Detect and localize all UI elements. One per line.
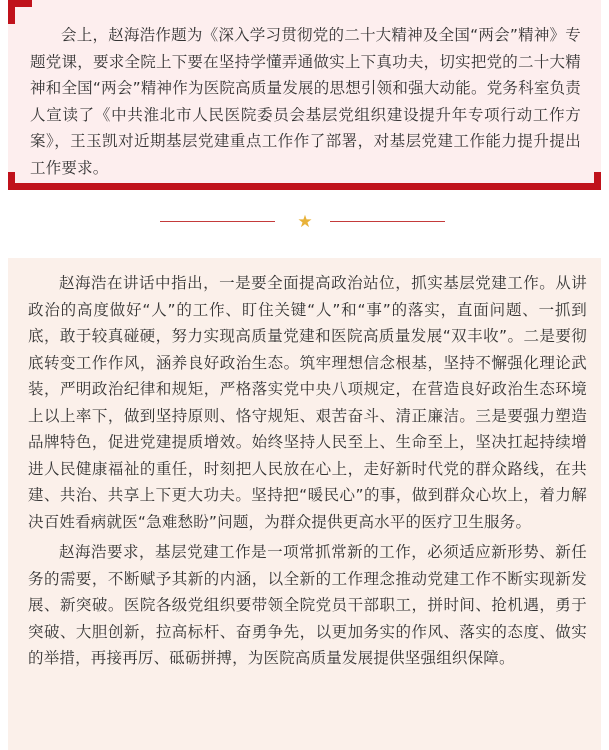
speech-paragraph-2: 赵海浩要求，基层党建工作是一项常抓常新的工作，必须适应新形势、新任务的需要，不断赋予其新的内涵，以全新的工作理念推动党建工作不断实现新发展、新突破。医院各级党组织要带领全院党员干部职工，拼时间、抢机遇，勇于突破、大胆创新，拉高标杆、奋勇争先，以更加务实的作风、落实的态度、做实的举措，再接再厉、砥砺拼搏，为医院高质量发展提供坚强组织保障。 <box>28 543 587 667</box>
speech-content-box <box>8 258 601 750</box>
meeting-summary-box <box>8 0 601 190</box>
bottom-accent-bar <box>8 183 601 190</box>
meeting-summary-paragraph: 会上，赵海浩作题为《深入学习贯彻党的二十大精神及全国“两会”精神》专题党课，要求全院上下要在坚持学懂弄通做实上下真功夫，切实把党的二十大精神和全国“两会”精神作为医院高质量发展的思想引领和强大动能。党务科室负责人宣读了《中共淮北市人民医院委员会基层党组织建设提升年专项行动工作方案》，王玉凯对近期基层党建重点工作作了部署，对基层党建工作能力提升提出工作要求。 <box>30 26 581 177</box>
divider-line-right <box>330 221 445 222</box>
corner-accent <box>8 0 32 7</box>
section-divider <box>0 210 609 234</box>
star-icon: ★ <box>297 212 313 232</box>
speech-paragraph-1: 赵海浩在讲话中指出，一是要全面提高政治站位，抓实基层党建工作。从讲政治的高度做好“人”的工作、盯住关键“人”和“事”的落实，直面问题、一抓到底，敢于较真碰硬，努力实现高质量党建和医院高质量发展“双丰收”。二是要彻底转变工作作风，涵养良好政治生态。筑牢理想信念根基，坚持不懈强化理论武装，严明政治纪律和规矩，严格落实党中央八项规定，在营造良好政治生态环境上以上率下，做到坚持原则、恪守规矩、艰苦奋斗、清正廉洁。三是要强力塑造品牌特色，促进党建提质增效。始终坚持人民至上、生命至上，坚决扛起持续增进人民健康福祉的重任，时刻把人民放在心上，走好新时代党的群众路线，在共建、共治、共享上下更大功夫。坚持把“暖民心”的事，做到群众心坎上，着力解决百姓看病就医“急难愁盼”问题，为群众提供更高水平的医疗卫生服务。 <box>28 274 587 531</box>
divider-line-left <box>160 221 275 222</box>
